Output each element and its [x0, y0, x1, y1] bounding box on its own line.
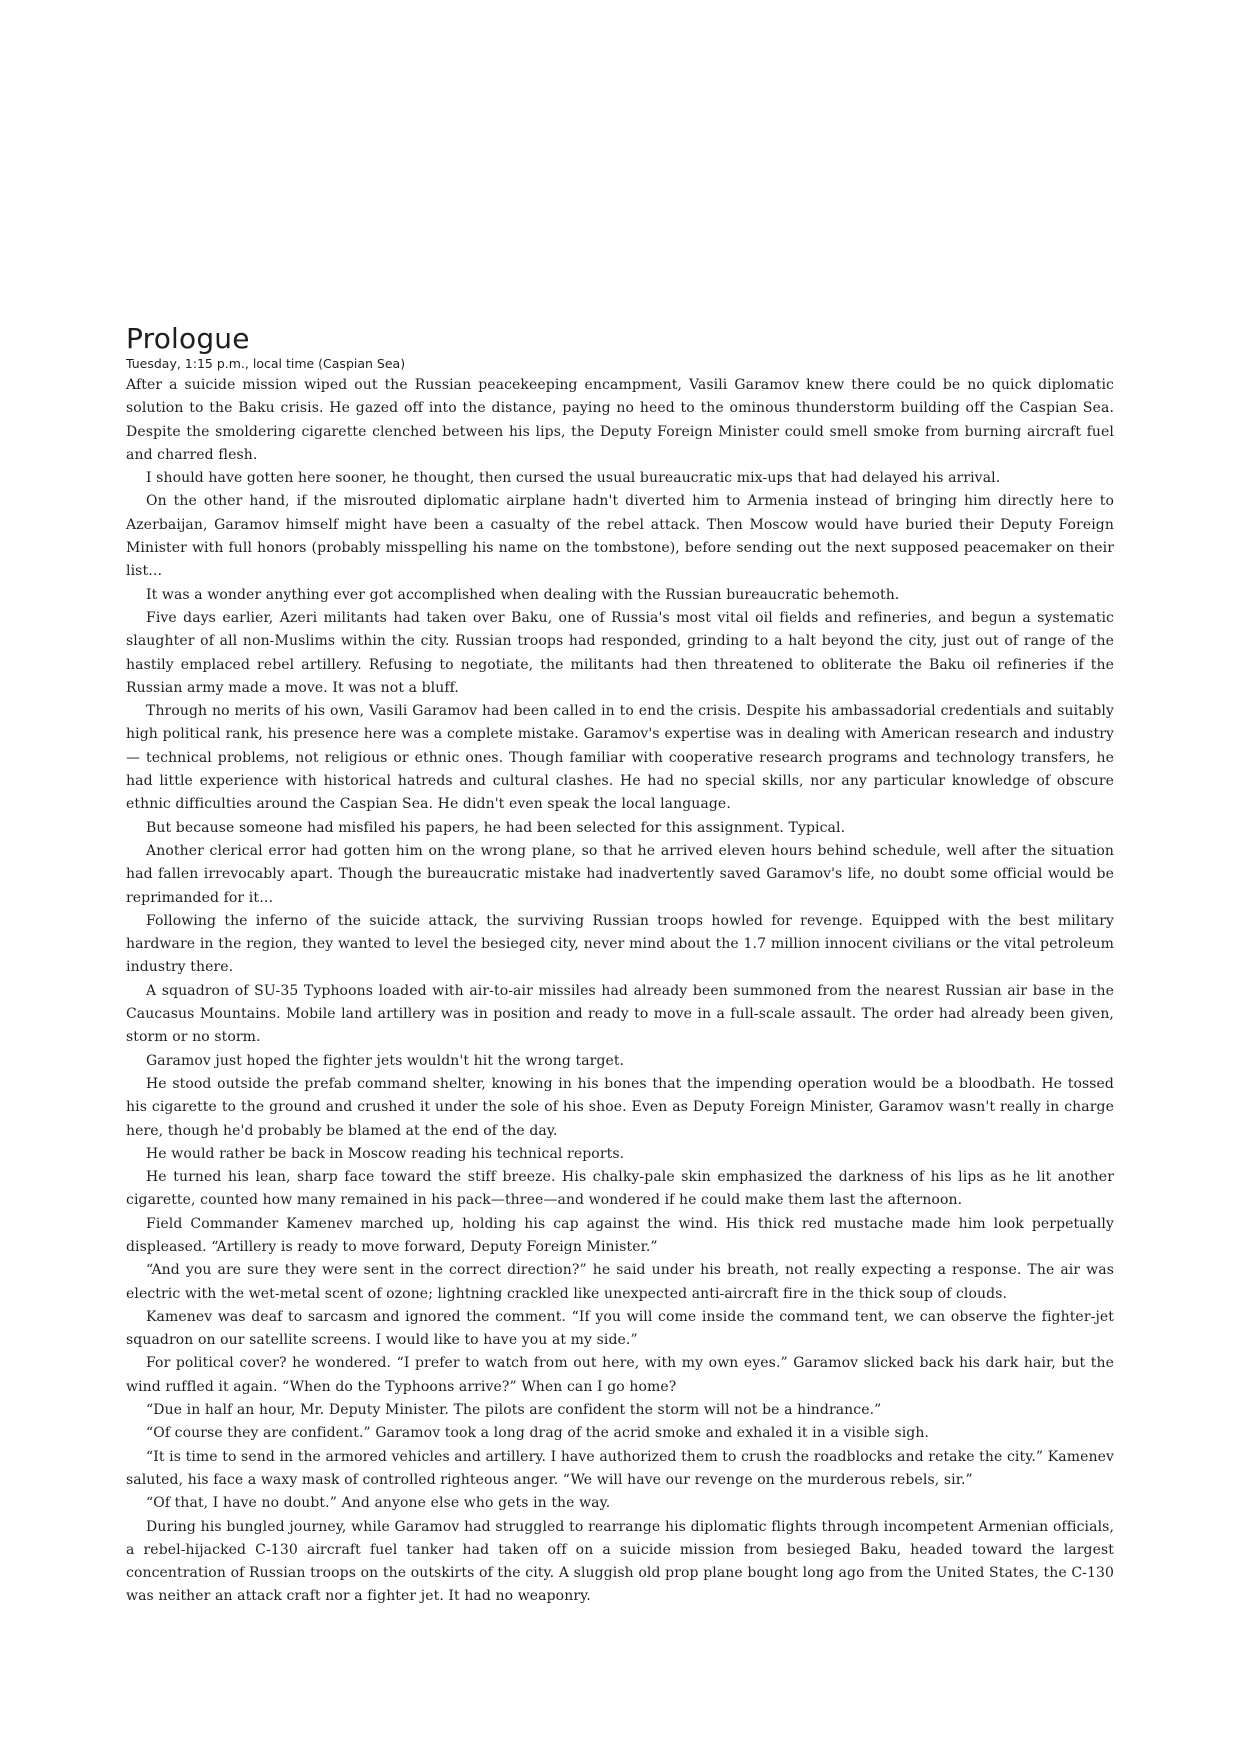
paragraph: He turned his lean, sharp face toward the stiff breeze. His chalky-pale skin emphasized the darkness of his lips as he lit another cigarette, counted how many remained in his pack—three—and wondered if he could make them last the afternoon. [126, 1169, 1114, 1209]
paragraph: “And you are sure they were sent in the correct direction?” he said under his breath, not really expecting a response. The air was electric with the wet-metal scent of ozone; lightning crackled like unexpected anti-aircraft fire in the thick soup of clouds. [126, 1262, 1114, 1302]
paragraph: Garamov just hoped the fighter jets wouldn't hit the wrong target. [146, 1052, 625, 1069]
paragraph: During his bungled journey, while Garamov had struggled to rearrange his diplomatic flights through incompetent Armenian officials, a rebel-hijacked C-130 aircraft fuel tanker had taken off on a suicide mission from besieged Baku, headed toward the largest concentration of Russian troops on the outskirts of the city. A sluggish old prop plane bought long ago from the United States, the C-130 was neither an attack craft nor a fighter jet. It had no weaponry. [126, 1518, 1114, 1605]
paragraph: “Of course they are confident.” Garamov took a long drag of the acrid smoke and exhaled it in a visible sigh. [146, 1425, 930, 1442]
paragraph: A squadron of SU-35 Typhoons loaded with air-to-air missiles had already been summoned from the nearest Russian air base in the Caucasus Mountains. Mobile land artillery was in position and ready to move in a full-scale assault. The order had already been given, storm or no storm. [126, 982, 1114, 1046]
paragraph: Five days earlier, Azeri militants had taken over Baku, one of Russia's most vital oil fields and refineries, and begun a systematic slaughter of all non-Muslims within the city. Russian troops had responded, grinding to a halt beyond the city, just out of range of the hastily emplaced rebel artillery. Refusing to negotiate, the militants had then threatened to obliterate the Baku oil refineries if the Russian army made a move. It was not a bluff. [126, 609, 1114, 696]
paragraph: Another clerical error had gotten him on the wrong plane, so that he arrived eleven hours behind schedule, well after the situation had fallen irrevocably apart. Though the bureaucratic mistake had inadvertently saved Garamov's life, no doubt some official would be reprimanded for it… [126, 842, 1114, 906]
paragraph: But because someone had misfiled his papers, he had been selected for this assignment. Typical. [146, 819, 846, 836]
paragraph: Following the inferno of the suicide attack, the surviving Russian troops howled for revenge. Equipped with the best military hardware in the region, they wanted to level the besieged city, never mind about the 1.7 million innocent civilians or the vital petroleum industry there. [126, 912, 1114, 976]
paragraph: He would rather be back in Moscow reading his technical reports. [146, 1145, 625, 1162]
chapter-title: Prologue [126, 322, 250, 355]
chapter-subtitle: Tuesday, 1:15 p.m., local time (Caspian Sea) [126, 356, 406, 371]
paragraph: “Of that, I have no doubt.” And anyone else who gets in the way. [146, 1495, 611, 1512]
paragraph: Field Commander Kamenev marched up, holding his cap against the wind. His thick red mustache made him look perpetually displeased. “Artillery is ready to move forward, Deputy Foreign Minister.” [126, 1215, 1114, 1255]
paragraph: Kamenev was deaf to sarcasm and ignored the comment. “If you will come inside the command tent, we can observe the fighter-jet squadron on our satellite screens. I would like to have you at my side.” [126, 1308, 1114, 1349]
paragraph: I should have gotten here sooner, he thought, then cursed the usual bureaucratic mix-ups that had delayed his arrival. [146, 470, 1001, 487]
paragraph: It was a wonder anything ever got accomplished when dealing with the Russian bureaucratic behemoth. [146, 586, 900, 603]
document-page [126, 322, 1114, 1609]
paragraph: Through no merits of his own, Vasili Garamov had been called in to end the crisis. Despite his ambassadorial credentials and suitably high political rank, his presence here was a complete mistake. Garamov's expertise was in dealing with American research and industry— technical problems, not religious or ethnic ones. Though familiar with cooperative research programs and technology transfers, he had little experience with historical hatreds and cultural clashes. He had no special skills, nor any particular knowledge of obscure ethnic difficulties around the Caspian Sea. He didn't even speak the local language. [126, 703, 1114, 813]
paragraph: On the other hand, if the misrouted diplomatic airplane hadn't diverted him to Armenia instead of bringing him directly here to Azerbaijan, Garamov himself might have been a casualty of the rebel attack. Then Moscow would have buried their Deputy Foreign Minister with full honors (probably misspelling his name on the tombstone), before sending out the next supposed peacemaker on their list… [126, 493, 1114, 580]
paragraph: For political cover? he wondered. “I prefer to watch from out here, with my own eyes.” Garamov slicked back his dark hair, but the wind ruffled it again. “When do the Typhoons arrive?” When can I go home? [126, 1355, 1114, 1395]
paragraph: He stood outside the prefab command shelter, knowing in his bones that the impending operation would be a bloodbath. He tossed his cigarette to the ground and crushed it under the sole of his shoe. Even as Deputy Foreign Minister, Garamov wasn't really in charge here, though he'd probably be blamed at the end of the day. [126, 1075, 1114, 1139]
paragraph: “Due in half an hour, Mr. Deputy Minister. The pilots are confident the storm will not be a hindrance.” [146, 1402, 882, 1419]
paragraph: “It is time to send in the armored vehicles and artillery. I have authorized them to crush the roadblocks and retake the city.” Kamenev saluted, his face a waxy mask of controlled righteous anger. “We will have our revenge on the murderous rebels, sir.” [126, 1448, 1114, 1488]
paragraph: After a suicide mission wiped out the Russian peacekeeping encampment, Vasili Garamov knew there could be no quick diplomatic solution to the Baku crisis. He gazed off into the distance, paying no heed to the ominous thunderstorm building off the Caspian Sea. Despite the smoldering cigarette clenched between his lips, the Deputy Foreign Minister could smell smoke from burning aircraft fuel and charred flesh. [126, 377, 1114, 463]
body-text [126, 374, 1114, 1609]
